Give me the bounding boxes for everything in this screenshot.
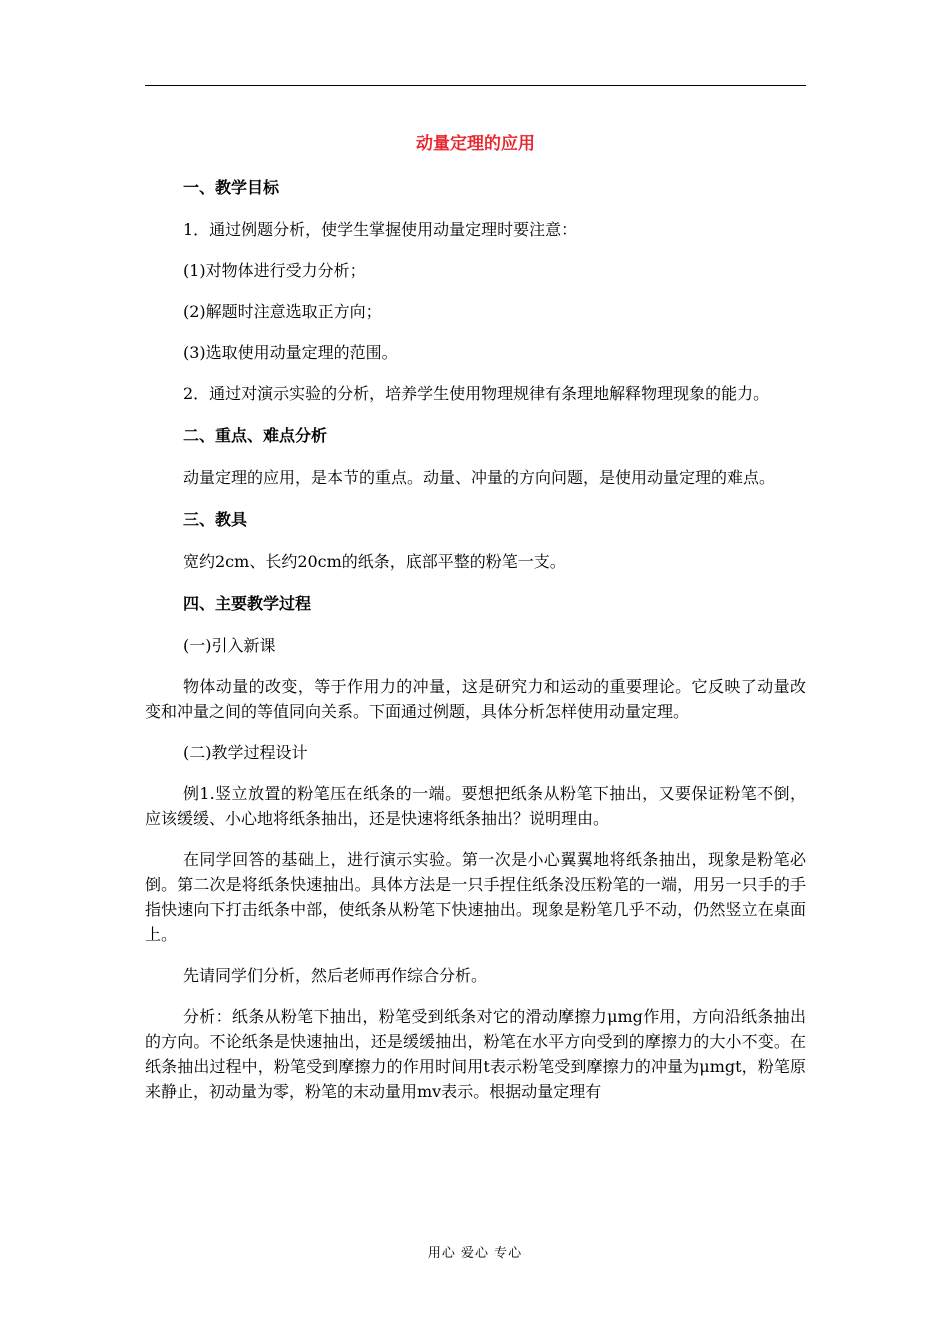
paragraph: 宽约2cm、长约20cm的纸条，底部平整的粉笔一支。	[183, 552, 566, 571]
paragraph: (一)引入新课	[183, 636, 276, 655]
paragraph: (3)选取使用动量定理的范围。	[183, 343, 398, 362]
section-heading: 三、教具	[183, 510, 248, 529]
paragraph: 分析：纸条从粉笔下抽出，粉笔受到纸条对它的滑动摩擦力μmg作用，方向沿纸条抽出的方向。不论纸条是快速抽出，还是缓缓抽出，粉笔在水平方向受到的摩擦力的大小不变。在纸条抽出过程中，粉笔受到摩擦力的作用时间用t表示粉笔受到摩擦力的冲量为μmgt，粉笔原来静止，初动量为零，粉笔的末动量用mv表示。根据动量定理有	[145, 1007, 806, 1101]
page-footer: 用心 爱心 专心	[427, 1246, 523, 1261]
document-body	[145, 128, 806, 1120]
paragraph: 1．通过例题分析，使学生掌握使用动量定理时要注意：	[183, 220, 578, 239]
paragraph: 2．通过对演示实验的分析，培养学生使用物理规律有条理地解释物理现象的能力。	[183, 384, 770, 403]
document-blocks	[145, 174, 806, 1104]
paragraph: (2)解题时注意选取正方向；	[183, 302, 382, 321]
paragraph: 先请同学们分析，然后老师再作综合分析。	[183, 966, 488, 985]
paragraph: 物体动量的改变，等于作用力的冲量，这是研究力和运动的重要理论。它反映了动量改变和冲量之间的等值同向关系。下面通过例题，具体分析怎样使用动量定理。	[145, 677, 806, 721]
paragraph: 在同学回答的基础上，进行演示实验。第一次是小心翼翼地将纸条抽出，现象是粉笔必倒。第二次是将纸条快速抽出。具体方法是一只手捏住纸条没压粉笔的一端，用另一只手的手指快速向下打击纸条中部，使纸条从粉笔下快速抽出。现象是粉笔几乎不动，仍然竖立在桌面上。	[145, 850, 806, 944]
section-heading: 四、主要教学过程	[183, 594, 312, 613]
header-rule	[145, 85, 806, 86]
section-heading: 二、重点、难点分析	[183, 426, 328, 445]
section-heading: 一、教学目标	[183, 178, 280, 197]
paragraph: 动量定理的应用，是本节的重点。动量、冲量的方向问题，是使用动量定理的难点。	[183, 468, 776, 487]
paragraph: (1)对物体进行受力分析；	[183, 261, 366, 280]
paragraph: 例1.竖立放置的粉笔压在纸条的一端。要想把纸条从粉笔下抽出，又要保证粉笔不倒，应该缓缓、小心地将纸条抽出，还是快速将纸条抽出？说明理由。	[145, 784, 806, 828]
paragraph: (二)教学过程设计	[183, 743, 308, 762]
document-title: 动量定理的应用	[416, 134, 535, 154]
